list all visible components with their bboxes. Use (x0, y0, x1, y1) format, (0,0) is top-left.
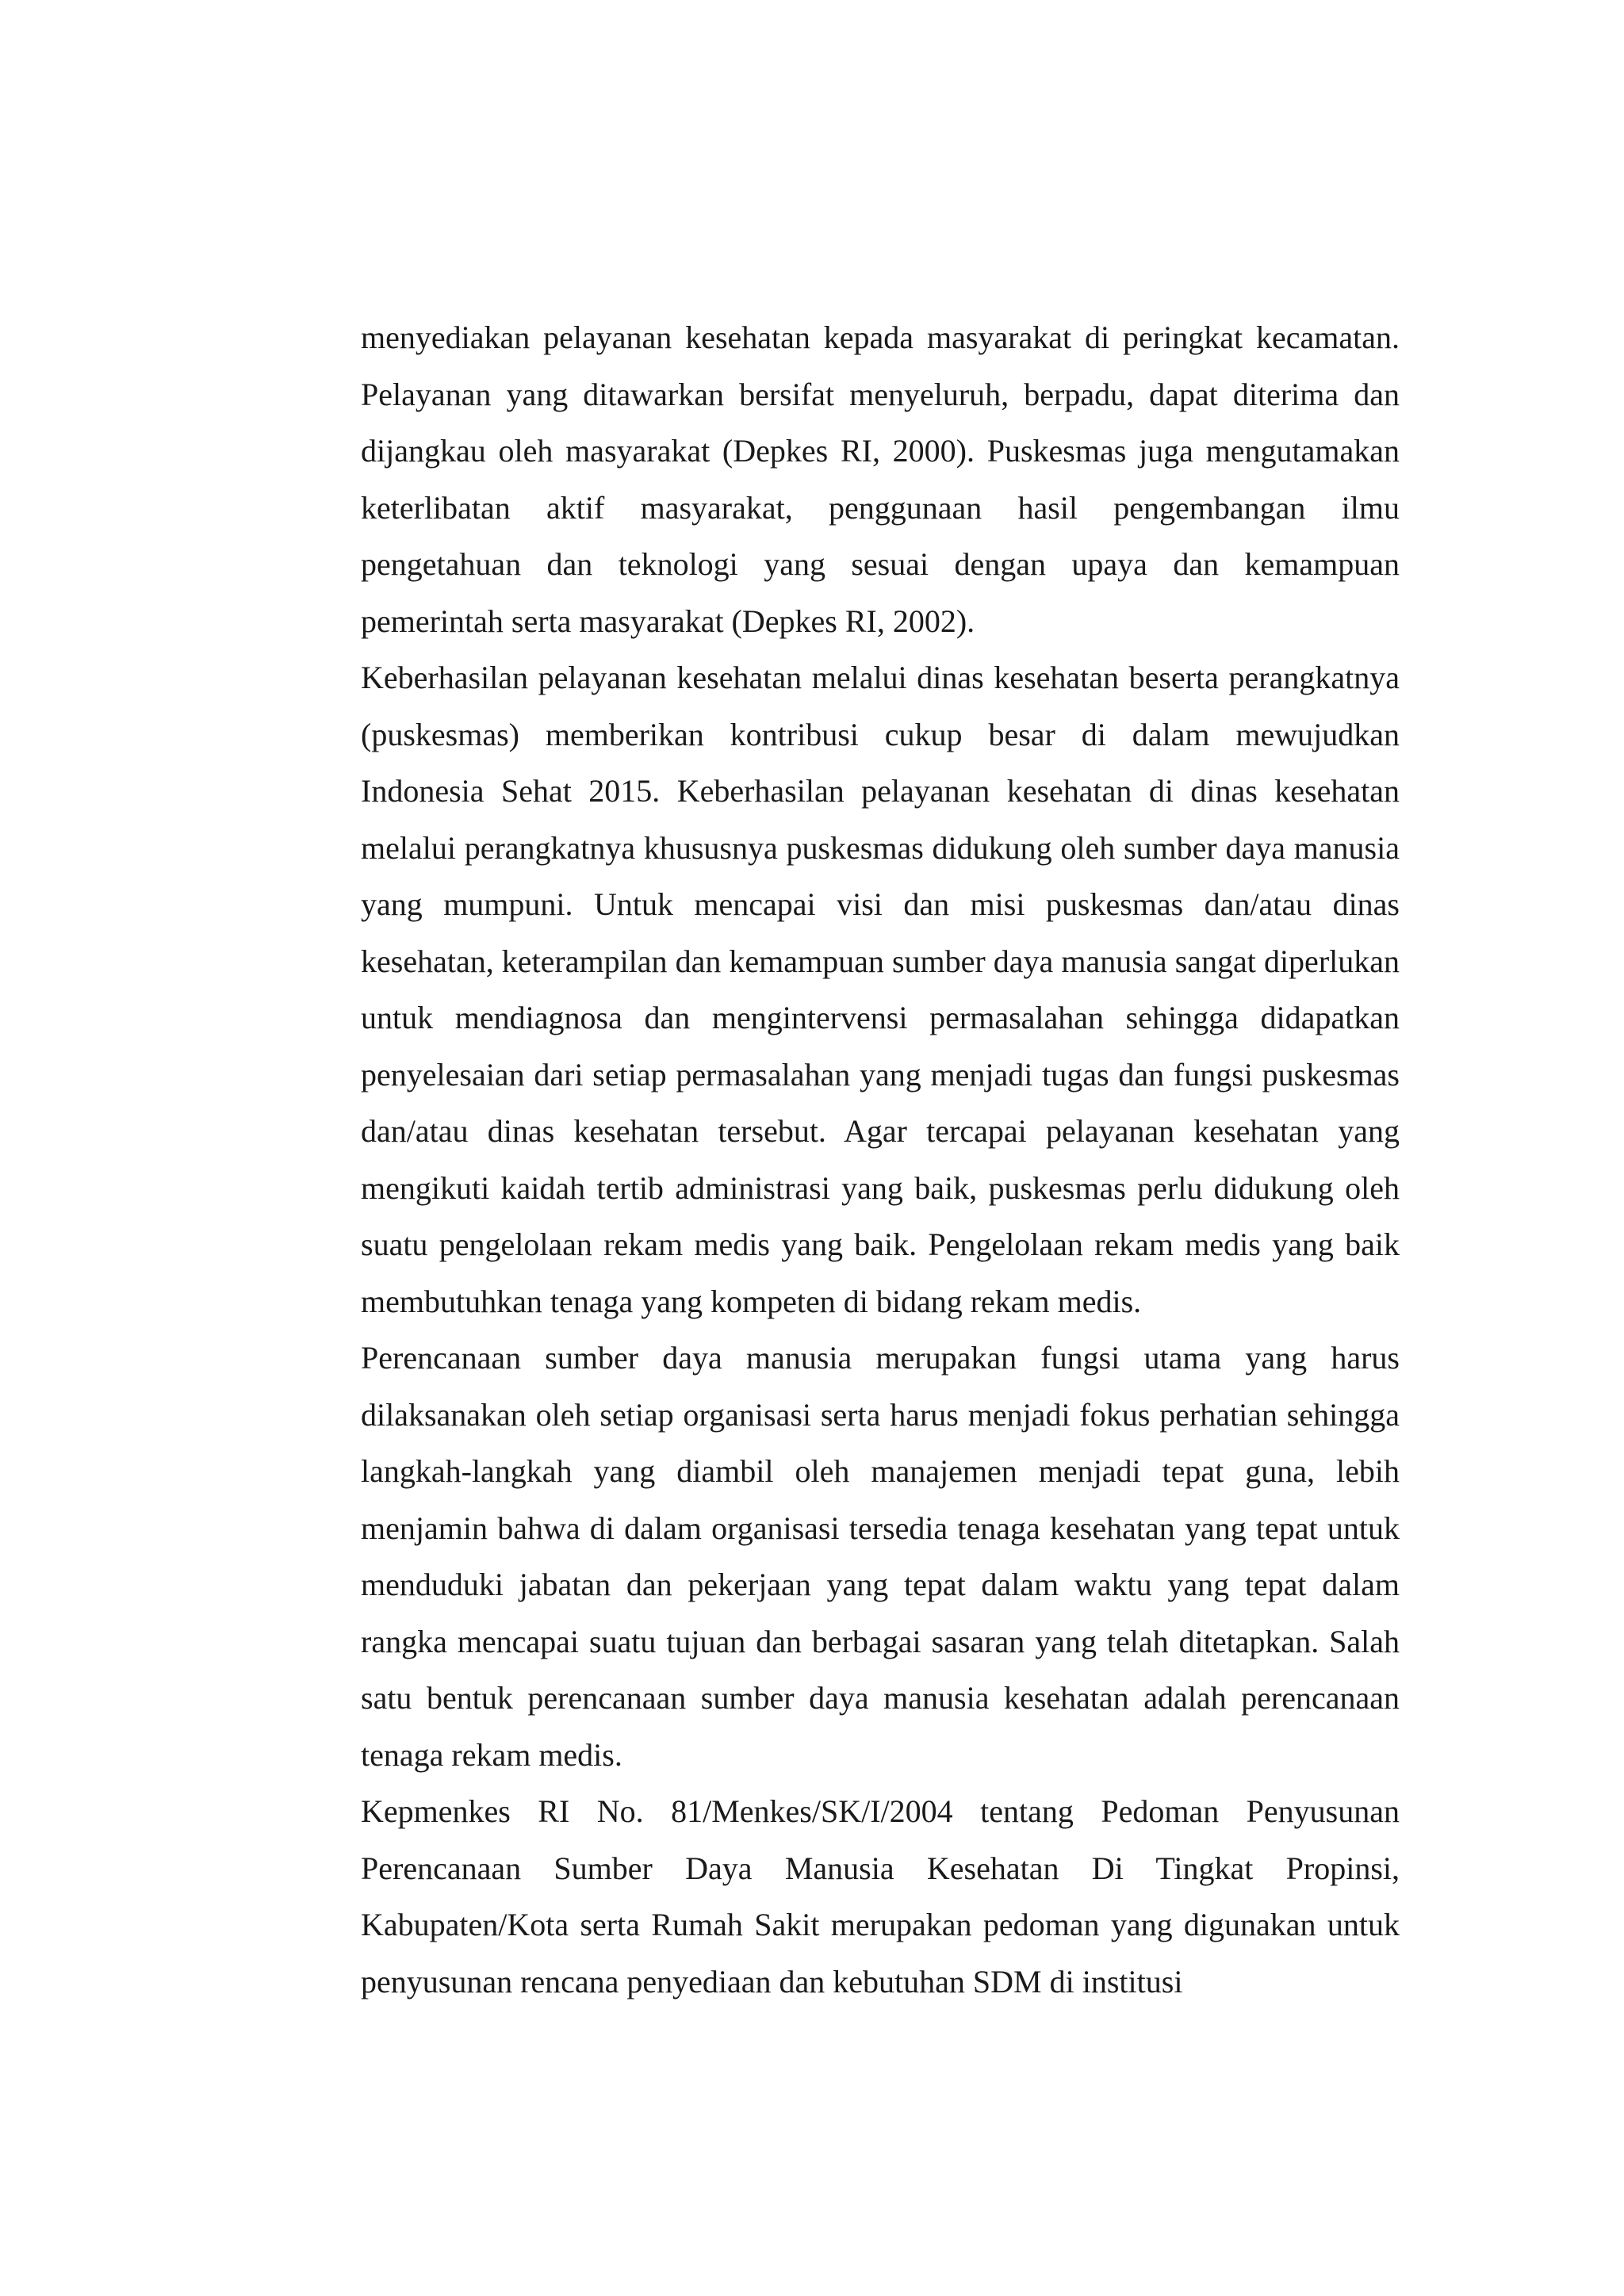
paragraph-hr-planning: Perencanaan sumber daya manusia merupakan fungsi utama yang harus dilaksanakan oleh setiap organisasi serta harus menjadi fokus perhatian sehingga langkah-langkah yang diambil oleh manajemen menjadi tepat guna, lebih menjamin bahwa di dalam organisasi tersedia tenaga kesehatan yang tepat untuk menduduki jabatan dan pekerjaan yang tepat dalam waktu yang tepat dalam rangka mencapai suatu tujuan dan berbagai sasaran yang telah ditetapkan. Salah satu bentuk perencanaan sumber daya manusia kesehatan adalah perencanaan tenaga rekam medis. (361, 1340, 1400, 1773)
paragraph-success-of-services: Keberhasilan pelayanan kesehatan melalui dinas kesehatan beserta perangkatnya (puskesmas) memberikan kontribusi cukup besar di dalam mewujudkan Indonesia Sehat 2015. Keberhasilan pelayanan kesehatan di dinas kesehatan melalui perangkatnya khususnya puskesmas didukung oleh sumber daya manusia yang mumpuni. Untuk mencapai visi dan misi puskesmas dan/atau dinas kesehatan, keterampilan dan kemampuan sumber daya manusia sangat diperlukan untuk mendiagnosa dan mengintervensi permasalahan sehingga didapatkan penyelesaian dari setiap permasalahan yang menjadi tugas dan fungsi puskesmas dan/atau dinas kesehatan tersebut. Agar tercapai pelayanan kesehatan yang mengikuti kaidah tertib administrasi yang baik, puskesmas perlu didukung oleh suatu pengelolaan rekam medis yang baik. Pengelolaan rekam medis yang baik membutuhkan tenaga yang kompeten di bidang rekam medis. (361, 660, 1400, 1319)
body-text (361, 309, 1400, 2010)
paragraph-puskesmas-services: menyediakan pelayanan kesehatan kepada masyarakat di peringkat kecamatan. Pelayanan yang ditawarkan bersifat menyeluruh, berpadu, dapat diterima dan dijangkau oleh masyarakat (Depkes RI, 2000). Puskesmas juga mengutamakan keterlibatan aktif masyarakat, penggunaan hasil pengembangan ilmu pengetahuan dan teknologi yang sesuai dengan upaya dan kemampuan pemerintah serta masyarakat (Depkes RI, 2002). (361, 320, 1400, 639)
paragraph-kepmenkes: Kepmenkes RI No. 81/Menkes/SK/I/2004 tentang Pedoman Penyusunan Perencanaan Sumber Daya Manusia Kesehatan Di Tingkat Propinsi, Kabupaten/Kota serta Rumah Sakit merupakan pedoman yang digunakan untuk penyusunan rencana penyediaan dan kebutuhan SDM di institusi (361, 1793, 1400, 1999)
